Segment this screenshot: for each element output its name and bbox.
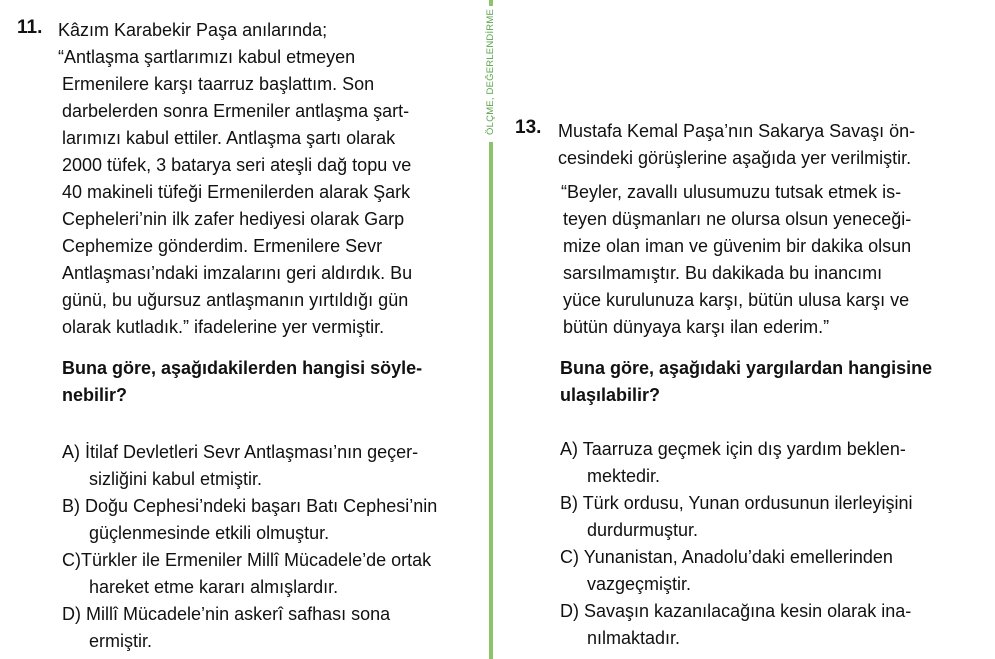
answer-option-c[interactable] — [560, 544, 893, 571]
quote-line: olarak kutladık.” ifadelerine yer vermiştir. — [62, 317, 385, 337]
option-label: C) — [62, 550, 81, 570]
question-intro: Mustafa Kemal Paşa’nın Sakarya Savaşı ön- — [558, 121, 916, 141]
quote-line: darbelerden sonra Ermeniler antlaşma şart- — [62, 101, 410, 121]
option-text: Yunanistan, Anadolu’daki emellerinden — [583, 547, 893, 567]
option-label: D) — [560, 601, 579, 621]
question-stem: Buna göre, aşağıdaki yargılardan hangisine — [560, 358, 933, 378]
option-text: Taarruza geçmek için dış yardım beklen- — [582, 439, 906, 459]
option-label: A) — [62, 442, 80, 462]
column-divider — [489, 142, 493, 659]
quote-line: sarsılmamıştır. Bu dakikada bu inancımı — [563, 263, 883, 283]
quote-line: yüce kurulunuza karşı, bütün ulusa karşı ve — [563, 290, 910, 310]
question-intro: Kâzım Karabekir Paşa anılarında; — [58, 20, 328, 40]
quote-line: Cepheleri’nin ilk zafer hediyesi olarak Garp — [62, 209, 405, 229]
option-text: Millî Mücadele’nin askerî safhası sona — [86, 604, 391, 624]
option-text: Doğu Cephesi’ndeki başarı Batı Cephesi’nin — [85, 496, 438, 516]
quote-line: bütün dünyaya karşı ilan ederim.” — [563, 317, 830, 337]
option-text: vazgeçmiştir. — [587, 574, 692, 594]
quote-line: Cephemize gönderdim. Ermenilere Sevr — [62, 236, 383, 256]
side-label: ÖLÇME, DEĞERLENDİRME — [484, 9, 496, 135]
option-label: D) — [62, 604, 81, 624]
option-label: C) — [560, 547, 579, 567]
quote-line: 2000 tüfek, 3 batarya seri ateşli dağ topu ve — [62, 155, 412, 175]
quote-line: “Beyler, zavallı ulusumuzu tutsak etmek is- — [561, 182, 902, 202]
answer-option-d[interactable] — [62, 601, 390, 628]
question-number: 13. — [515, 117, 542, 138]
option-label: B) — [62, 496, 80, 516]
option-text: ermiştir. — [89, 631, 152, 651]
option-text: İtilaf Devletleri Sevr Antlaşması’nın geçer- — [85, 442, 419, 462]
question-intro: cesindeki görüşlerine aşağıda yer verilmiştir. — [558, 148, 912, 168]
quote-line: larımızı kabul ettiler. Antlaşma şartı olarak — [62, 128, 396, 148]
question-stem: nebilir? — [62, 385, 128, 405]
answer-option-a[interactable] — [62, 439, 418, 466]
option-text: Türkler ile Ermeniler Millî Mücadele’de ortak — [81, 550, 432, 570]
option-text: mektedir. — [587, 466, 661, 486]
option-text: Türk ordusu, Yunan ordusunun ilerleyişini — [582, 493, 913, 513]
quote-line: teyen düşmanları ne olursa olsun yeneceği- — [563, 209, 912, 229]
option-text: hareket etme kararı almışlardır. — [89, 577, 339, 597]
answer-option-b[interactable] — [62, 493, 437, 520]
question-stem: ulaşılabilir? — [560, 385, 661, 405]
quote-line: 40 makineli tüfeği Ermenilerden alarak Şark — [62, 182, 411, 202]
quote-line: Antlaşması’ndaki imzalarını geri aldırdık. Bu — [62, 263, 413, 283]
option-label: A) — [560, 439, 578, 459]
answer-option-b[interactable] — [560, 490, 913, 517]
option-text: nılmaktadır. — [587, 628, 681, 648]
answer-option-d[interactable] — [560, 598, 911, 625]
quote-line: Ermenilere karşı taarruz başlattım. Son — [62, 74, 375, 94]
option-text: Savaşın kazanılacağına kesin olarak ina- — [584, 601, 912, 621]
column-divider-top — [489, 0, 493, 6]
option-text: durdurmuştur. — [587, 520, 699, 540]
quote-line: günü, bu uğursuz antlaşmanın yırtıldığı gün — [62, 290, 409, 310]
answer-option-a[interactable] — [560, 436, 906, 463]
option-label: B) — [560, 493, 578, 513]
option-text: güçlenmesinde etkili olmuştur. — [89, 523, 330, 543]
quote-line: “Antlaşma şartlarımızı kabul etmeyen — [58, 47, 356, 67]
question-stem: Buna göre, aşağıdakilerden hangisi söyle- — [62, 358, 423, 378]
option-text: sizliğini kabul etmiştir. — [89, 469, 263, 489]
quote-line: mize olan iman ve güvenim bir dakika olsun — [563, 236, 912, 256]
question-number: 11. — [17, 17, 43, 38]
answer-option-c[interactable] — [62, 547, 431, 574]
